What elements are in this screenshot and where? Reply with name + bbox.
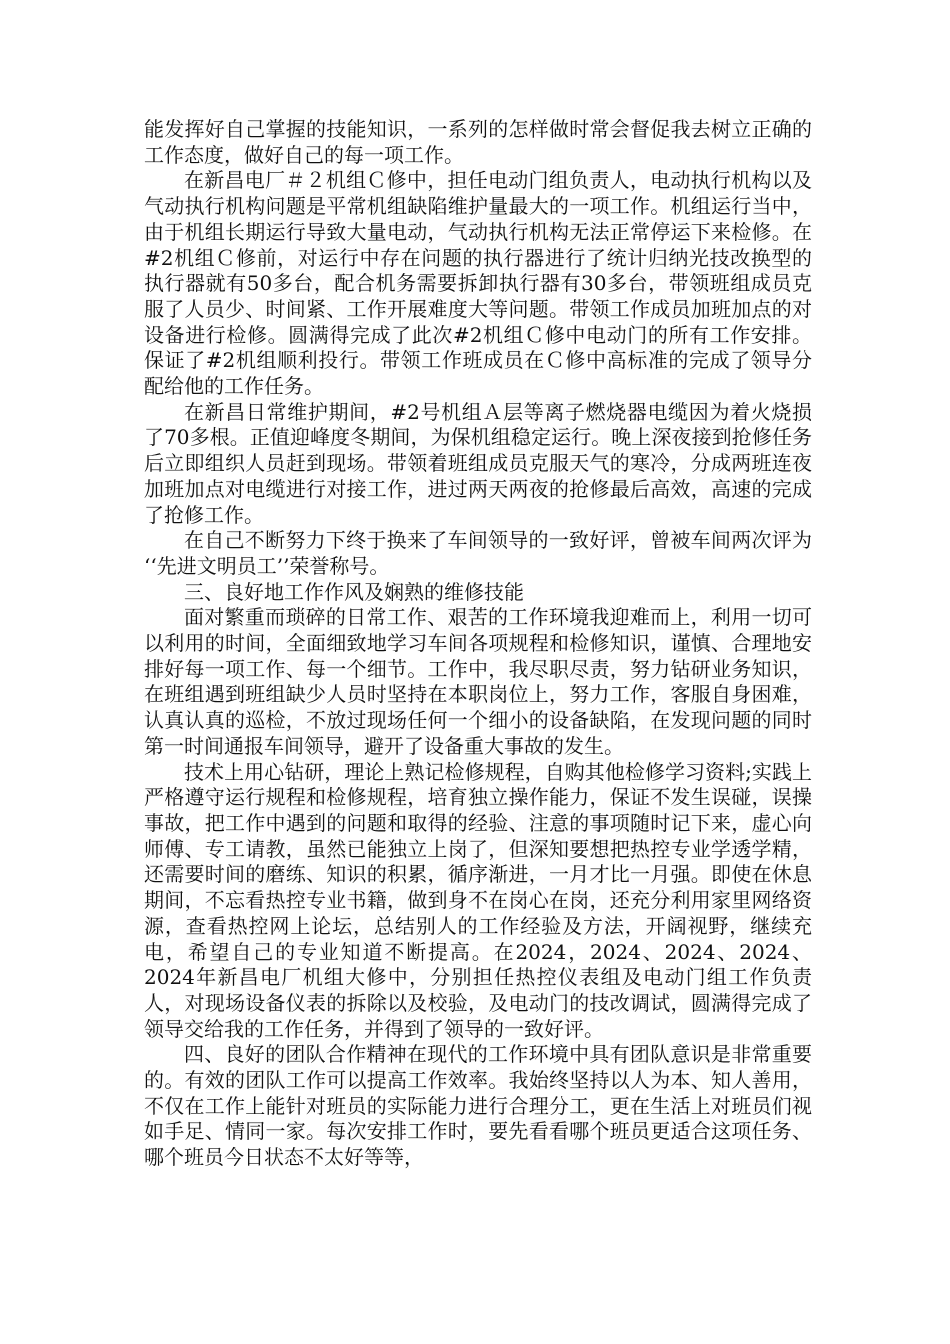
paragraph-teamwork: 四、良好的团队合作精神在现代的工作环境中具有团队意识是非常重要的。有效的团队工作可以提高工作效率。我始终坚持以人为本、知人善用，不仅在工作上能针对班员的实际能力进行合理分工，更在生活上对班员们视如手足、情同一家。每次安排工作时，要先看看哪个班员更适合这项任务、哪个班员今日状态不太好等等，: [144, 1042, 812, 1170]
paragraph-honor: 在自己不断努力下终于换来了车间领导的一致好评，曾被车间两次评为 ‘‘先进文明员工’’荣誉称号。: [144, 528, 819, 578]
paragraph-work-style: 面对繁重而琐碎的日常工作、艰苦的工作环境我迎难而上，利用一切可以利用的时间，全面细致地学习车间各项规程和检修知识，谨慎、合理地安排好每一项工作、每一个细节。工作中，我尽职尽责，努力钻研业务知识，在班组遇到班组缺少人员时坚持在本职岗位上，努力工作，客服自身困难，认真认真的巡检，不放过现场任何一个细小的设备缺陷，在发现问题的同时第一时间通报车间领导，避开了设备重大事故的发生。: [144, 605, 812, 758]
paragraph-continuation: 能发挥好自己掌握的技能知识，一系列的怎样做时常会督促我去树立正确的工作态度，做好自己的每一项工作。: [144, 117, 812, 167]
document-page: [144, 117, 819, 1171]
paragraph-c-overhaul: 在新昌电厂＃２机组Ｃ修中，担任电动门组负责人，电动执行机构以及气动执行机构问题是平常机组缺陷维护量最大的一项工作。机组运行当中，由于机组长期运行导致大量电动，气动执行机构无法正常停运下来检修。在 #2机组Ｃ修前，对运行中存在问题的执行器进行了统计归纳光技改换型的执行器就有50多台，配合机务需要拆卸执行器有30多台，带领班组成员克服了人员少、时间紧、工作开展难度大等问题。带领工作成员加班加点的对设备进行检修。圆满得完成了此次#2机组Ｃ修中电动门的所有工作安排。保证了#2机组顺利投行。带领工作班成员在Ｃ修中高标准的完成了领导分配给他的工作任务。: [144, 168, 819, 399]
paragraph-technical-study: 技术上用心钻研，理论上熟记检修规程，自购其他检修学习资料;实践上严格遵守运行规程和检修规程，培育独立操作能力，保证不发生误碰，误操事故，把工作中遇到的问题和取得的经验、注意的事项随时记下来，虚心向师傅、专工请教，虽然已能独立上岗了，但深知要想把热控专业学透学精，还需要时间的磨练、知识的积累，循序渐进，一月才比一月强。即使在休息期间，不忘看热控专业书籍，做到身不在岗心在岗，还充分利用家里网络资源，查看热控网上论坛，总结别人的工作经验及方法，开阔视野，继续充电，希望自己的专业知道不断提高。在2024，2024、2024、2024、2024年新昌电厂机组大修中，分别担任热控仪表组及电动门组工作负责人，对现场设备仪表的拆除以及校验，及电动门的技改调试，圆满得完成了领导交给我的工作任务，并得到了领导的一致好评。: [144, 759, 812, 1041]
paragraph-cable-repair: 在新昌日常维护期间，#2号机组Ａ层等离子燃烧器电缆因为着火烧损了70多根。正值迎峰度冬期间，为保机组稳定运行。晚上深夜接到抢修任务后立即组织人员赶到现场。带领着班组成员克服天气的寒冷，分成两班连夜加班加点对电缆进行对接工作，进过两天两夜的抢修最后高效，高速的完成了抢修工作。: [144, 399, 812, 527]
section-heading-3: 三、良好地工作作风及娴熟的维修技能: [184, 579, 524, 604]
